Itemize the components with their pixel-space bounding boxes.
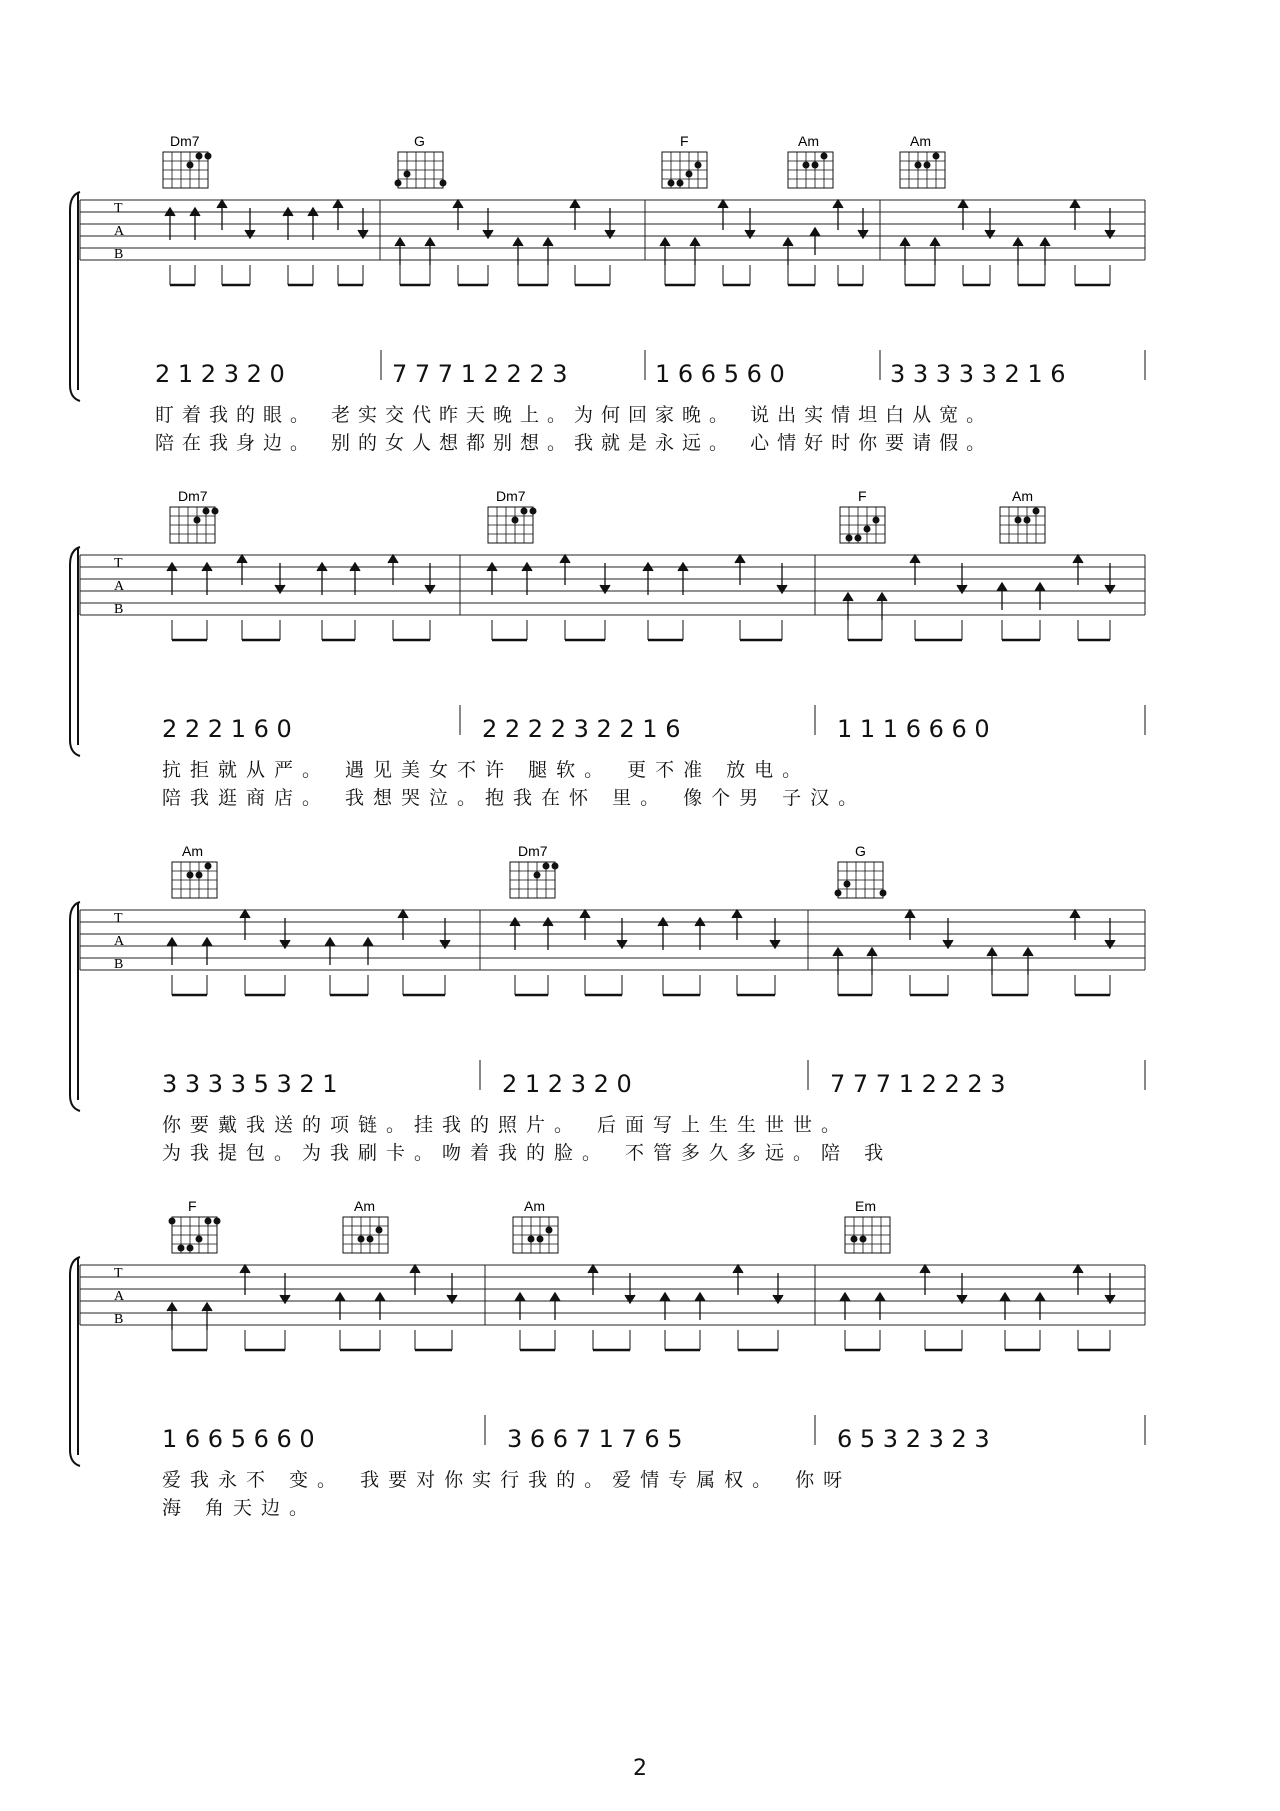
svg-text:B: B (114, 957, 124, 972)
measure-numbers: 7 7 7 1 2 2 2 3 (392, 360, 568, 388)
lyrics-line-1: 抗拒就从严。 遇见美女不许 腿软。 更不准 放电。 (162, 759, 811, 781)
measure-numbers: 1 6 6 5 6 0 (655, 360, 785, 388)
measure-numbers: 6 5 3 2 3 2 3 (837, 1425, 990, 1453)
page-number: 2 (633, 1756, 647, 1781)
chord-label: Am (910, 133, 931, 149)
chord-label: Am (524, 1198, 545, 1214)
system-1 (0, 110, 1280, 454)
chord-label: F (188, 1198, 197, 1214)
svg-text:T: T (114, 1266, 123, 1281)
measure-numbers: 3 3 3 3 5 3 2 1 (162, 1070, 338, 1098)
chord-label: G (855, 843, 866, 859)
chord-label: F (680, 133, 689, 149)
svg-text:A: A (114, 1289, 125, 1304)
svg-text:A: A (114, 224, 125, 239)
svg-text:T: T (114, 556, 123, 571)
svg-text:B: B (114, 1312, 124, 1327)
staff-4 (0, 1175, 1280, 1505)
chord-label: Am (354, 1198, 375, 1214)
lyrics-line-2: 陪在我身边。 别的女人想都别想。我就是永远。 心情好时你要请假。 (155, 432, 994, 454)
measure-numbers: 2 1 2 3 2 0 (155, 360, 285, 388)
staff-2 (0, 465, 1280, 795)
svg-text:A: A (114, 579, 125, 594)
measure-numbers: 3 6 6 7 1 7 6 5 (507, 1425, 683, 1453)
chord-label: Dm7 (178, 488, 208, 504)
lyrics-line-2: 为我提包。为我刷卡。吻着我的脸。 不管多久多远。陪 我 (162, 1142, 893, 1164)
system-2 (0, 465, 1280, 809)
svg-text:T: T (114, 201, 123, 216)
chord-label: Dm7 (496, 488, 526, 504)
staff-3 (0, 820, 1280, 1150)
measure-numbers: 7 7 7 1 2 2 2 3 (830, 1070, 1006, 1098)
chord-label: Am (1012, 488, 1033, 504)
chord-label: Dm7 (518, 843, 548, 859)
chord-label: Am (182, 843, 203, 859)
system-4 (0, 1175, 1280, 1519)
chord-label: Am (798, 133, 819, 149)
lyrics-line-1: 爱我永不 变。 我要对你实行我的。爱情专属权。 你呀 (162, 1469, 852, 1491)
measure-numbers: 1 6 6 5 6 6 0 (162, 1425, 315, 1453)
lyrics-line-2: 海 角天边。 (162, 1497, 318, 1519)
system-3 (0, 820, 1280, 1164)
measure-numbers: 1 1 1 6 6 6 0 (837, 715, 990, 743)
staff-1 (0, 110, 1280, 440)
svg-text:B: B (114, 247, 124, 262)
svg-text:A: A (114, 934, 125, 949)
lyrics-line-1: 盯着我的眼。 老实交代昨天晚上。为何回家晚。 说出实情坦白从宽。 (155, 404, 994, 426)
chord-label: Dm7 (170, 133, 200, 149)
svg-text:B: B (114, 602, 124, 617)
lyrics-line-2: 陪我逛商店。 我想哭泣。抱我在怀 里。 像个男 子汉。 (162, 787, 867, 809)
measure-numbers: 2 2 2 2 3 2 2 1 6 (482, 715, 681, 743)
measure-numbers: 3 3 3 3 3 2 1 6 (890, 360, 1066, 388)
measure-numbers: 2 2 2 1 6 0 (162, 715, 292, 743)
chord-label: G (414, 133, 425, 149)
svg-text:T: T (114, 911, 123, 926)
chord-label: F (858, 488, 867, 504)
lyrics-line-1: 你要戴我送的项链。挂我的照片。 后面写上生生世世。 (162, 1114, 850, 1136)
chord-label: Em (855, 1198, 876, 1214)
measure-numbers: 2 1 2 3 2 0 (502, 1070, 632, 1098)
